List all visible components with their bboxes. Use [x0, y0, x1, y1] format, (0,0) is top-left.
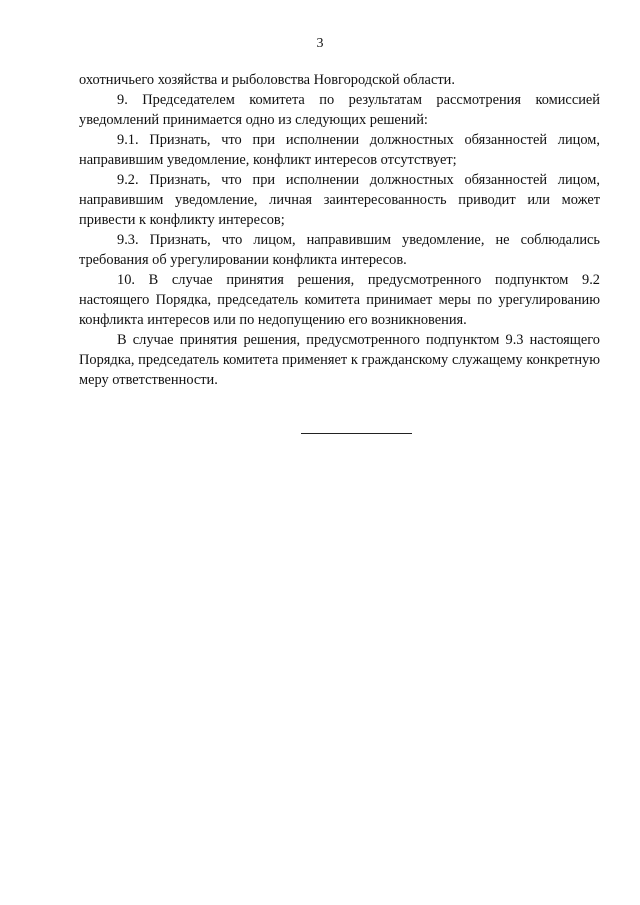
paragraph-item-9-2: 9.2. Признать, что при исполнении должностных обязанностей лицом, направившим уведомление, личная заинтересованность приводит или может привести к конфликту интересов; [79, 172, 600, 228]
paragraph-item-9-3: 9.3. Признать, что лицом, направившим уведомление, не соблюдались требования об урегулировании конфликта интересов. [79, 232, 600, 268]
paragraph-item-10-continued: В случае принятия решения, предусмотренного подпунктом 9.3 настоящего Порядка, председатель комитета применяет к гражданскому служащему конкретную меру ответственности. [79, 332, 600, 388]
paragraph-continuation: охотничьего хозяйства и рыболовства Новгородской области. [79, 72, 455, 88]
paragraph-item-9-1: 9.1. Признать, что при исполнении должностных обязанностей лицом, направившим уведомление, конфликт интересов отсутствует; [79, 132, 600, 168]
paragraph-item-9: 9. Председателем комитета по результатам рассмотрения комиссией уведомлений принимается одно из следующих решений: [79, 92, 600, 128]
end-separator-line [301, 433, 412, 434]
paragraph-item-10: 10. В случае принятия решения, предусмотренного подпунктом 9.2 настоящего Порядка, председатель комитета принимает меры по урегулированию конфликта интересов или по недопущению его возникновения. [79, 272, 600, 328]
page-number: 3 [316, 36, 324, 51]
document-body [79, 70, 600, 390]
